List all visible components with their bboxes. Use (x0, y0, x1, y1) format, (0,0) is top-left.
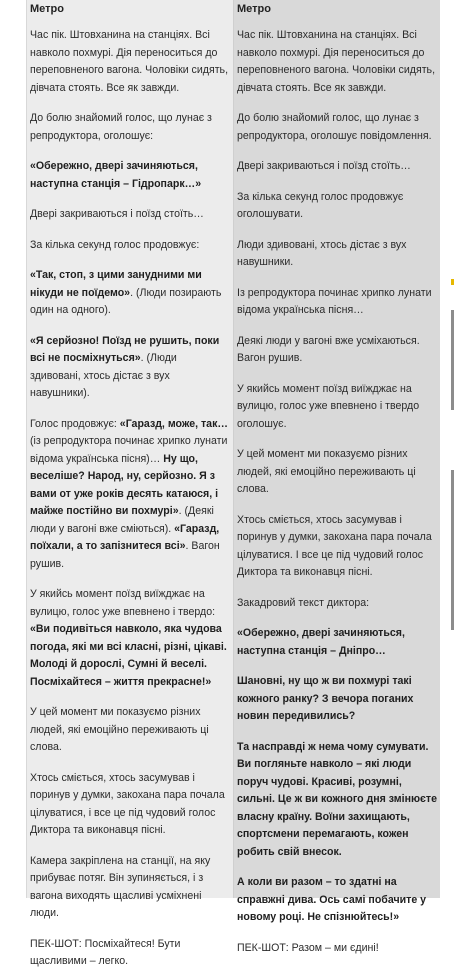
text-run: Двері закриваються і поїзд стоїть… (30, 208, 204, 220)
script-comparison-table (26, 0, 440, 967)
text-run: Люди здивовані, хтось дістає з вух навушники. (237, 238, 407, 268)
paragraph-list (30, 27, 230, 971)
paragraph (237, 110, 437, 145)
text-run: Деякі люди у вагоні вже усміхаються. Вагон рушив. (237, 334, 420, 364)
paragraph (30, 416, 230, 574)
text-run: Хтось сміється, хтось засумував і поринув у думки, закохана пара почала цілуватися, і все це під чудовий голос Диктора та виконавця пісні. (30, 771, 225, 836)
paragraph (237, 625, 437, 660)
bold-text: «Гаразд, поїхали, а то запізнитеся всі» (30, 522, 220, 552)
text-run: Голос продовжує: (30, 417, 120, 430)
text-run: Хтось сміється, хтось засумував і поринув у думки, закохана пара почала цілуватися. І все це під чудовий голос Диктора та виконавця пісні. (237, 513, 432, 578)
bold-text: «Обережно, двері зачиняються, наступна станція – Дніпро… (237, 627, 405, 657)
text-run: У якийсь момент поїзд виїжджає на вулицю, голос уже впевнено і твердо оголошує. (237, 382, 420, 430)
paragraph (237, 189, 437, 224)
text-run: Час пік. Штовханина на станціях. Всі навколо похмурі. Дія переноситься до переповненого вагона. Чоловіки сидять, дівчата стоять. Все як завжди. (237, 29, 436, 94)
column-title: Метро (30, 3, 64, 15)
bold-text: Шановні, ну що ж ви похмурі такі кожного ранку? З вечора поганих новин передивились? (237, 675, 414, 722)
text-run: . (Люди позирають один на одного). (30, 286, 222, 316)
text-run: Двері закриваються і поїзд стоїть… (237, 160, 411, 172)
text-run: За кілька секунд голос продовжує оголошувати. (237, 190, 404, 220)
bold-text: «Ви подивіться навколо, яка чудова погода, які ми всі класні, різні, цікаві. Молоді й дорослі, Сумні й веселі. Посміхайтеся – життя прекрасне!» (30, 623, 227, 688)
text-run: . (Деякі люди у вагоні вже сміються). (30, 505, 214, 535)
paragraph (237, 27, 437, 97)
text-run: (із репродуктора починає хрипко лунати відома українська пісня)… (30, 435, 228, 465)
bold-text: Та насправді ж нема чому сумувати. Ви погляньте навколо – які люди поруч чудові. Красиві, розумні, сильні. Це ж ви кожного дня змінюєте власну країну. Воїни захищають, спортсмени перемагають, кожен робить свій внесок. (237, 740, 437, 858)
paragraph (30, 936, 230, 971)
bold-text: Ну що, веселіше? Народ, ну, серйозно. Я з вами от уже років десять катаюся, і майже постійно ви похмурі» (30, 452, 219, 517)
paragraph (237, 940, 437, 958)
paragraph (30, 267, 230, 320)
paragraph (237, 333, 437, 368)
paragraph (237, 446, 437, 499)
text-run: Камера закріплена на станції, на яку прибуває потяг. Він зупиняється, і з вагона виходять щасливі усміхнені люди. (30, 854, 211, 919)
paragraph (237, 739, 437, 862)
column-title: Метро (237, 3, 271, 15)
paragraph (237, 158, 437, 176)
bold-text: А коли ви разом – то здатні на справжні дива. Ось самі побачите у новому році. Не спізнюйтесь!» (237, 876, 427, 923)
text-run: До болю знайомий голос, що лунає з репродуктора, оголошує: (30, 112, 212, 142)
bold-text: «Я серйозно! Поїзд не рушить, поки всі не посміхнуться» (30, 334, 220, 364)
paragraph (30, 333, 230, 403)
paragraph (30, 158, 230, 193)
text-run: Час пік. Штовханина на станціях. Всі навколо похмурі. Дія переноситься до переповненого вагона. Чоловіки сидять, дівчата стоять. Все як завжди. (30, 29, 229, 94)
paragraph (30, 237, 230, 255)
paragraph (30, 586, 230, 691)
text-run: У якийсь момент поїзд виїжджає на вулицю, голос уже впевнено і твердо: (30, 588, 216, 618)
paragraph (237, 673, 437, 726)
paragraph (237, 512, 437, 582)
text-run: У цей момент ми показуємо різних людей, які емоційно переживають ці слова. (237, 448, 416, 495)
text-run: Закадровий текст диктора: (237, 596, 370, 609)
paragraph-list (237, 27, 437, 957)
paragraph (30, 770, 230, 840)
paragraph (237, 595, 437, 613)
text-run: ПЕК-ШОТ: Посміхайтеся! Бути щасливими – легко. (30, 937, 181, 967)
text-run: До болю знайомий голос, що лунає з репродуктора, оголошує повідомлення. (237, 112, 432, 142)
text-run: У цей момент ми показуємо різних людей, які емоційно переживають ці слова. (30, 706, 209, 753)
paragraph (237, 874, 437, 927)
revised-script-column (234, 0, 440, 954)
paragraph (237, 237, 437, 272)
paragraph (30, 853, 230, 923)
text-run: За кілька секунд голос продовжує: (30, 238, 200, 251)
text-run: ПЕК-ШОТ: Разом – ми єдині! (237, 941, 379, 954)
bold-text: «Гаразд, може, так… (119, 417, 228, 430)
text-run: Із репродуктора починає хрипко лунати відома українська пісня… (237, 286, 432, 316)
paragraph (237, 381, 437, 434)
paragraph (30, 704, 230, 757)
paragraph (30, 206, 230, 224)
original-script-column (27, 0, 234, 967)
paragraph (30, 27, 230, 97)
bold-text: «Обережно, двері зачиняються, наступна станція – Гідропарк…» (30, 160, 202, 190)
paragraph (237, 285, 437, 320)
paragraph (30, 110, 230, 145)
text-run: . Вагон рушив. (30, 540, 220, 570)
text-run: . (Люди здивовані, хтось дістає з вух навушники). (30, 352, 177, 399)
bold-text: «Так, стоп, з цими занудними ми нікуди не поїдемо» (30, 269, 202, 299)
